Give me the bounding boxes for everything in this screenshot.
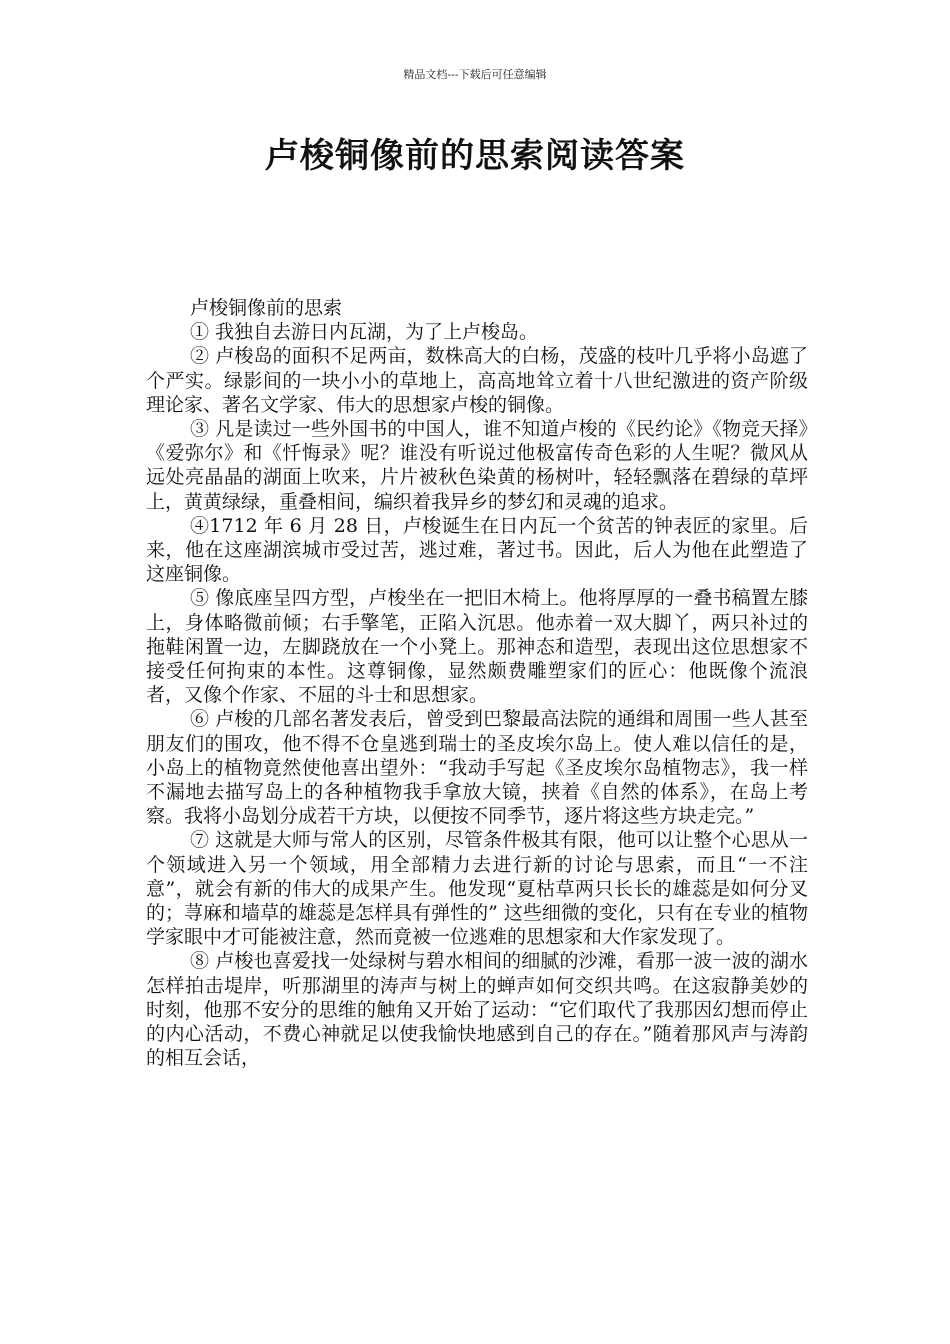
paragraph-5: ⑤ 像底座呈四方型，卢梭坐在一把旧木椅上。他将厚厚的一叠书稿置左膝上，身体略微前倾；右手擎笔，正陷入沉思。他赤着一双大脚丫，两只补过的拖鞋闲置一边，左脚跷放在一个小凳上。那神态和造型，表现出这位思想家不接受任何拘束的本性。这尊铜像，显然颇费雕塑家们的匠心：他既像个流浪者，又像个作家、不屈的斗士和思想家。 [146, 587, 808, 707]
document-title: 卢梭铜像前的思索阅读答案 [265, 136, 685, 176]
article-body [146, 296, 808, 1071]
article-subtitle: 卢梭铜像前的思索 [190, 297, 343, 319]
page-header-note: 精品文档---下载后可任意编辑 [403, 68, 547, 81]
paragraph-3: ③ 凡是读过一些外国书的中国人，谁不知道卢梭的《民约论》《物竞天择》《爱弥尔》和《忏悔录》呢？谁没有听说过他极富传奇色彩的人生呢？微风从远处亮晶晶的湖面上吹来，片片被秋色染黄的杨树叶，轻轻飘落在碧绿的草坪上，黄黄绿绿，重叠相间，编织着我异乡的梦幻和灵魂的追求。 [146, 418, 808, 513]
paragraph-2: ② 卢梭岛的面积不足两亩，数株高大的白杨，茂盛的枝叶几乎将小岛遮了个严实。绿影间的一块小小的草地上，高高地耸立着十八世纪激进的资产阶级理论家、著名文学家、伟大的思想家卢梭的铜像。 [146, 345, 808, 416]
paragraph-8: ⑧ 卢梭也喜爱找一处绿树与碧水相间的细腻的沙滩，看那一波一波的湖水怎样拍击堤岸，听那湖里的涛声与树上的蝉声如何交织共鸣。在这寂静美妙的时刻，他那不安分的思维的触角又开始了运动：“它们取代了我那因幻想而停止的内心活动，不费心神就足以使我愉快地感到自己的存在。”随着那风声与涛韵的相互会话， [146, 950, 808, 1070]
paragraph-4: ④1712 年 6 月 28 日，卢梭诞生在日内瓦一个贫苦的钟表匠的家里。后来，他在这座湖滨城市受过苦，逃过难，著过书。因此，后人为他在此塑造了这座铜像。 [146, 514, 808, 586]
paragraph-6: ⑥ 卢梭的几部名著发表后，曾受到巴黎最高法院的通缉和周围一些人甚至朋友们的围攻，他不得不仓皇逃到瑞士的圣皮埃尔岛上。使人难以信任的是，小岛上的植物竟然使他喜出望外：“我动手写起《圣皮埃尔岛植物志》，我一样不漏地去描写岛上的各种植物我手拿放大镜，挟着《自然的体系》，在岛上考察。我将小岛划分成若干方块，以便按不同季节，逐片将这些方块走完。” [146, 708, 808, 828]
paragraph-1: ① 我独自去游日内瓦湖，为了上卢梭岛。 [190, 321, 539, 344]
paragraph-7: ⑦ 这就是大师与常人的区别，尽管条件极其有限，他可以让整个心思从一个领域进入另一个领域，用全部精力去进行新的讨论与思索，而且“一不注意”，就会有新的伟大的成果产生。他发现“夏枯草两只长长的雄蕊是如何分叉的；荨麻和墙草的雄蕊是怎样具有弹性的” 这些细微的变化，只有在专业的植物学家眼中才可能被注意，然而竟被一位逃难的思想家和大作家发现了。 [146, 829, 808, 949]
